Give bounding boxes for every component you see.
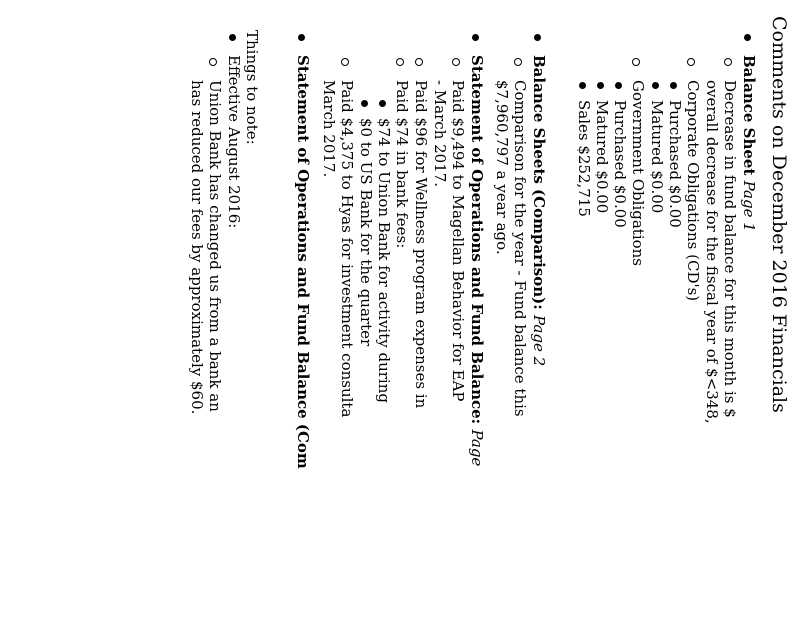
circle-bullet-icon (415, 58, 423, 66)
government-obligations-line: Government Obligations (629, 80, 647, 267)
cd-purchased-line: Purchased $0.00 (666, 100, 684, 228)
circle-bullet-icon (632, 58, 640, 66)
circle-bullet-icon (724, 58, 732, 66)
bullet-icon (379, 100, 386, 107)
bullet-icon (361, 100, 368, 107)
circle-bullet-icon (341, 58, 349, 66)
operations-comparison-heading: Statement of Operations and Fund Balance (Com (294, 55, 312, 469)
bullet-icon (615, 82, 622, 89)
circle-bullet-icon (396, 58, 404, 66)
bank-fees-line: Paid $74 in bank fees: (393, 80, 411, 249)
circle-bullet-icon (514, 58, 522, 66)
page-reference: Page (468, 429, 486, 467)
circle-bullet-icon (452, 58, 460, 66)
bullet-icon (670, 82, 677, 89)
hyas-payment-line: Paid $4,375 to Hyas for investment consulta (338, 80, 356, 418)
wellness-payment-line: Paid $96 for Wellness program expenses in (412, 80, 430, 409)
magellan-payment-line: Paid $9,494 to Magellan Behavior for EAP (449, 80, 467, 402)
balance-sheet-heading: Balance Sheet Page 1 (740, 55, 758, 232)
hyas-period-line: March 2017. (320, 80, 338, 178)
notes-union-bank-line-2: has reduced our fees by approximately $60. (188, 80, 206, 415)
document-title: Comments on December 2016 Financials (768, 16, 790, 413)
notes-heading: Things to note: (243, 30, 261, 145)
gov-purchased-line: Purchased $0.00 (611, 100, 629, 228)
bullet-icon (298, 34, 305, 41)
bullet-icon (652, 82, 659, 89)
page-reference: Page 1 (740, 180, 758, 232)
cd-matured-line: Matured $0.00 (648, 100, 666, 214)
circle-bullet-icon (687, 58, 695, 66)
comparison-line-2: $7,960,797 a year ago. (493, 80, 511, 255)
operations-heading: Statement of Operations and Fund Balance: Page (468, 55, 486, 467)
corporate-obligations-line: Corporate Obligations (CD's) (684, 80, 702, 302)
bullet-icon (579, 82, 586, 89)
fiscal-year-decrease-line: overall decrease for the fiscal year of $<348, (703, 80, 721, 424)
union-bank-fee-line: $74 to Union Bank for activity during (375, 118, 393, 403)
us-bank-fee-line: $0 to US Bank for the quarter (357, 118, 375, 347)
gov-sales-line: Sales $252,715 (575, 100, 593, 217)
bullet-icon (229, 34, 236, 41)
notes-union-bank-line-1: Union Bank has changed us from a bank an (206, 80, 224, 412)
balance-comparison-heading: Balance Sheets (Comparison): Page 2 (530, 55, 548, 367)
bullet-icon (744, 34, 751, 41)
gov-matured-line: Matured $0.00 (593, 100, 611, 214)
bullet-icon (597, 82, 604, 89)
fund-balance-decrease-line: Decrease in fund balance for this month is $ (721, 80, 739, 418)
comparison-line-1: Comparison for the year - Fund balance this (511, 80, 529, 417)
bullet-icon (472, 34, 479, 41)
page-reference: Page 2 (530, 315, 548, 367)
notes-effective-date: Effective August 2016: (225, 55, 243, 229)
magellan-period-line: - March 2017. (431, 80, 449, 188)
bullet-icon (534, 34, 541, 41)
circle-bullet-icon (209, 58, 217, 66)
